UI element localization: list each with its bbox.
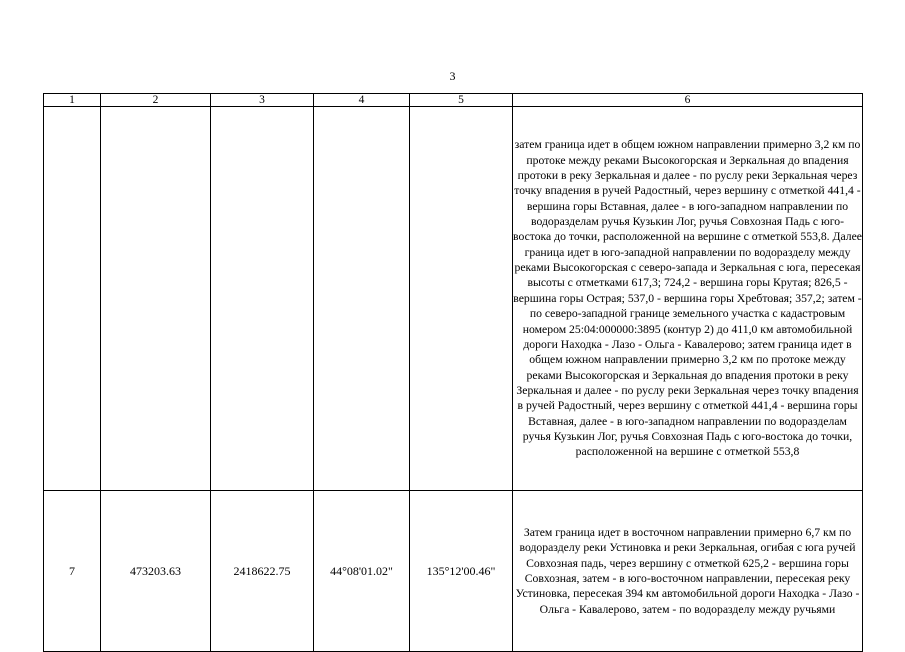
table-row xyxy=(44,107,863,491)
latitude-cell xyxy=(314,107,410,491)
boundary-table xyxy=(43,93,863,652)
boundary-description-cell: Затем граница идет в восточном направлении примерно 6,7 км по водоразделу реки Устиновка и реки Зеркальная, огибая с юга ручей Совхозная падь, через вершину с отметкой 625,2 - вершина горы Совхозная, затем - в юго-восточном направлении, пересекая реку Устиновка, пересекая 394 км автомобильной дороги Находка - Лазо - Ольга - Кавалерово, затем - по водоразделу между ручьями xyxy=(513,491,863,652)
latitude-cell: 44°08'01.02" xyxy=(314,491,410,652)
column-header: 3 xyxy=(211,94,314,107)
coordinate-y-cell xyxy=(211,107,314,491)
column-header: 1 xyxy=(44,94,101,107)
column-header: 4 xyxy=(314,94,410,107)
table-row xyxy=(44,491,863,652)
longitude-cell: 135°12'00.46" xyxy=(410,491,513,652)
column-header: 2 xyxy=(101,94,211,107)
point-number-cell xyxy=(44,107,101,491)
page-number: 3 xyxy=(449,69,456,83)
coordinate-x-cell xyxy=(101,107,211,491)
column-header: 6 xyxy=(513,94,863,107)
column-header: 5 xyxy=(410,94,513,107)
boundary-description-cell: затем граница идет в общем южном направлении примерно 3,2 км по протоке между реками Высокогорская и Зеркальная до впадения протоки в реку Зеркальная и далее - по руслу реки Зеркальная через точку впадения в ручей Радостный, через вершину с отметкой 441,4 - вершина горы Вставная, далее - в юго-западном направлении по водоразделам ручья Кузькин Лог, ручья Совхозная Падь с юго-востока до точки, расположенной на вершине с отметкой 553,8. Далее граница идет в юго-западной направлении по водоразделу между реками Высокогорская с северо-запада и Зеркальная с юга, пересекая высоты с отметками 617,3; 724,2 - вершина горы Крутая; 826,5 - вершина горы Острая; 537,0 - вершина горы Хребтовая; 357,2; затем - по северо-западной границе земельного участка с кадастровым номером 25:04:000000:3895 (контур 2) до 411,0 км автомобильной дороги Находка - Лазо - Ольга - Кавалерово; затем граница идет в общем южном направлении примерно 3,2 км по протоке между реками Высокогорская и Зеркальная до впадения протоки в реку Зеркальная и далее - по руслу реки Зеркальная через точку впадения в ручей Радостный, через вершину с отметкой 441,4 - вершина горы Вставная, далее - в юго-западном направлении по водоразделам ручья Кузькин Лог, ручья Совхозная Падь с юго-востока до точки, расположенной на вершине с отметкой 553,8 xyxy=(513,107,863,491)
longitude-cell xyxy=(410,107,513,491)
point-number-cell: 7 xyxy=(44,491,101,652)
coordinate-y-cell: 2418622.75 xyxy=(211,491,314,652)
coordinate-x-cell: 473203.63 xyxy=(101,491,211,652)
header-row xyxy=(44,94,863,107)
